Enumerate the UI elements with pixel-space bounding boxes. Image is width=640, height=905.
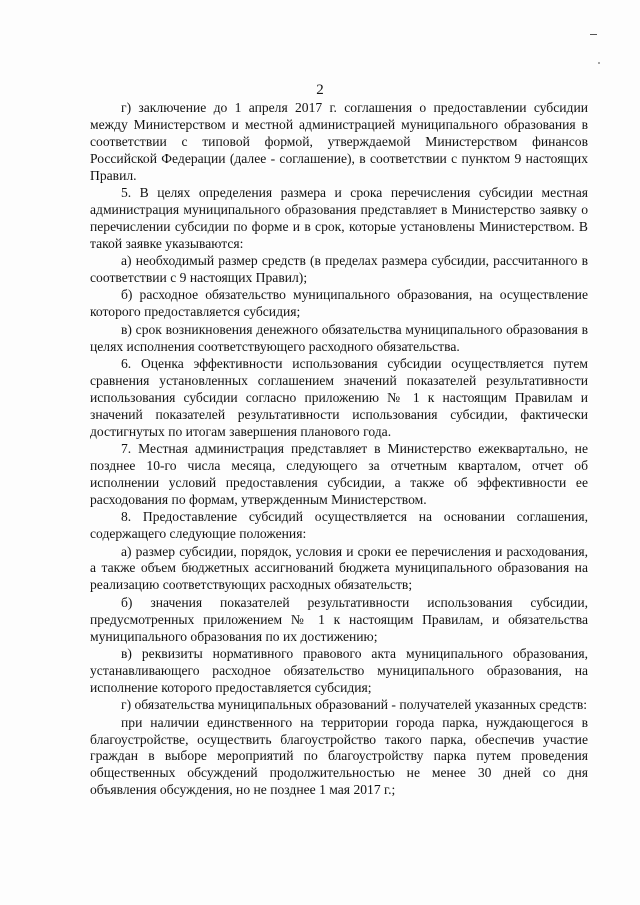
- paragraph: г) заключение до 1 апреля 2017 г. соглашения о предоставлении субсидии между Министерством и местной администрацией муниципального образования в соответствии с типовой формой, утверждаемой Министерством финансов Российской Федерации (далее - соглашение), в соответствии с пунктом 9 настоящих Правил.: [90, 100, 588, 183]
- paragraph: в) срок возникновения денежного обязательства муниципального образования в целях исполнения соответствующего расходного обязательства.: [90, 321, 588, 354]
- paragraph: 7. Местная администрация представляет в Министерство ежеквартально, не позднее 10-го числа месяца, следующего за отчетным кварталом, отчет об исполнении условий предоставления субсидии, а также об эффективности ее расходования по формам, утвержденным Министерством.: [90, 441, 588, 507]
- paragraph: 8. Предоставление субсидий осуществляется на основании соглашения, содержащего следующие положения:: [90, 509, 588, 542]
- paragraph: г) обязательства муниципальных образований - получателей указанных средств:: [121, 697, 588, 713]
- paragraph: 5. В целях определения размера и срока перечисления субсидии местная администрация муниципального образования представляет в Министерство заявку о перечислении субсидии по форме и в срок, которые установлены Министерством. В такой заявке указываются:: [90, 185, 588, 251]
- paragraph: в) реквизиты нормативного правового акта муниципального образования, устанавливающего расходное обязательство муниципального образования, на исполнение которого предоставляется субсидия;: [90, 646, 588, 695]
- paragraph: б) значения показателей результативности использования субсидии, предусмотренных приложением № 1 к настоящим Правилам, и обязательства муниципального образования по их достижению;: [90, 594, 588, 644]
- paragraph: 6. Оценка эффективности использования субсидии осуществляется путем сравнения установленных соглашением значений показателей результативности использования субсидии согласно приложению № 1 к настоящим Правилам и значений показателей результативности использования субсидии, фактически достигнутых по итогам завершения планового года.: [90, 356, 588, 439]
- paragraph: а) необходимый размер средств (в пределах размера субсидии, рассчитанного в соответствии с 9 настоящих Правил);: [90, 253, 588, 286]
- paragraph: б) расходное обязательство муниципального образования, на осуществление которого предоставляется субсидия;: [90, 287, 588, 320]
- scan-dot: [598, 62, 600, 64]
- paragraph: а) размер субсидии, порядок, условия и сроки ее перечисления и расходования, а также объем бюджетных ассигнований бюджета муниципального образования на реализацию соответствующих расходных обязательств;: [90, 543, 588, 593]
- paragraph: при наличии единственного на территории города парка, нуждающегося в благоустройстве, осуществить благоустройство такого парка, обеспечив участие граждан в выборе мероприятий по благоустройству парка путем проведения общественных обсуждений продолжительностью не менее 30 дней со дня объявления обсуждения, но не позднее 1 мая 2017 г.;: [90, 714, 588, 798]
- document-body: [90, 100, 588, 800]
- scan-mark: [590, 34, 597, 35]
- page-number: 2: [316, 82, 324, 98]
